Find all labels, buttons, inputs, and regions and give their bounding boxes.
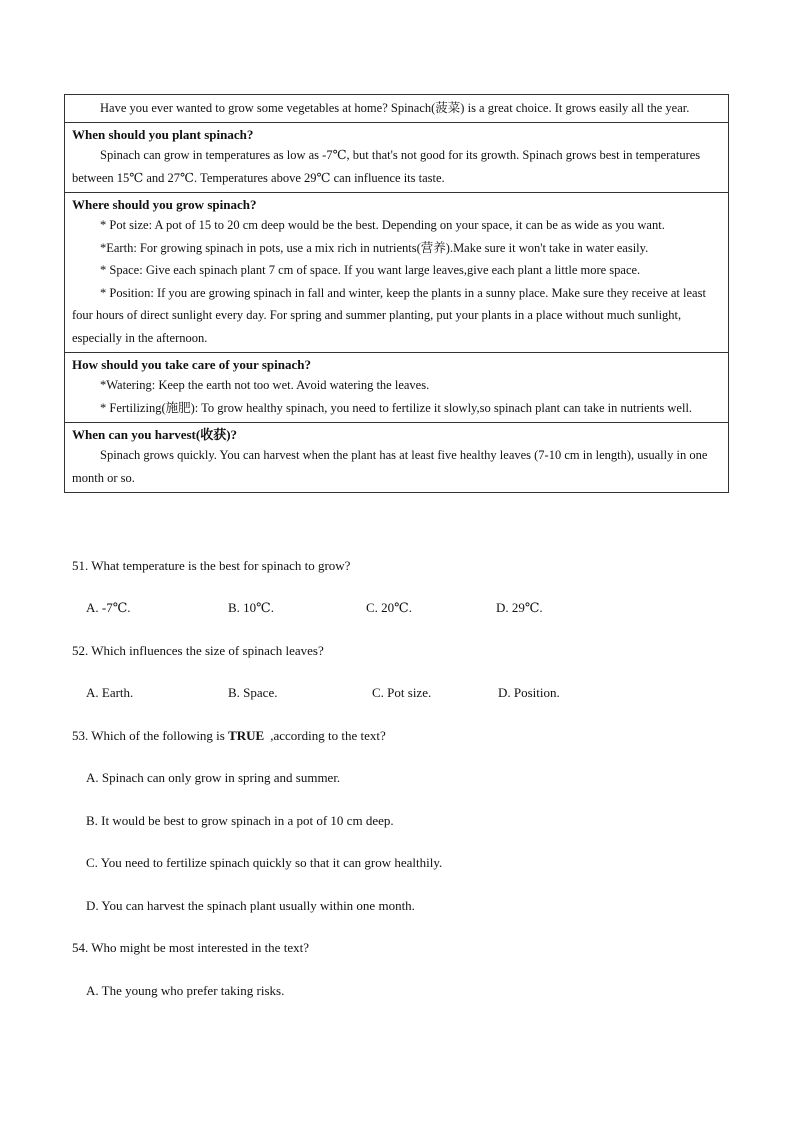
question-53-option-d[interactable]: D. You can harvest the spinach plant usually within one month.	[86, 898, 415, 913]
question-51-option-d[interactable]: D. 29℃.	[496, 600, 543, 615]
section-harvest	[65, 422, 728, 492]
section-paragraph: * Fertilizing(施肥): To grow healthy spinach, you need to fertilize it slowly,so spinach plant can take in nutrients well.	[100, 400, 693, 415]
question-54-stem: 54. Who might be most interested in the text?	[72, 940, 309, 955]
section-heading: How should you take care of your spinach?	[72, 357, 311, 372]
question-53-stem	[72, 727, 386, 745]
question-54-option-a[interactable]: A. The young who prefer taking risks.	[86, 983, 285, 998]
section-take-care	[65, 352, 728, 422]
question-52-stem: 52. Which influences the size of spinach leaves?	[72, 643, 324, 658]
question-52-option-d[interactable]: D. Position.	[498, 685, 560, 700]
question-53-stem-start: 53. Which of the following is	[72, 728, 229, 743]
question-53-stem-emphasis: TRUE	[228, 728, 265, 743]
question-53-option-a[interactable]: A. Spinach can only grow in spring and summer.	[86, 770, 341, 785]
question-51-stem: 51. What temperature is the best for spinach to grow?	[72, 558, 351, 573]
section-paragraph: * Position: If you are growing spinach in fall and winter, keep the plants in a sunny place. Make sure they receive at least four hours of direct sunlight every day. For spring and summer planting, put your plants in a place without much sunlight, especially in the afternoon.	[72, 285, 706, 345]
section-when-plant	[65, 122, 728, 192]
section-heading: When can you harvest(收获)?	[72, 427, 238, 442]
section-heading: When should you plant spinach?	[72, 127, 254, 142]
question-52-option-a[interactable]: A. Earth.	[86, 685, 134, 700]
section-paragraph: * Space: Give each spinach plant 7 cm of space. If you want large leaves,give each plant a little more space.	[100, 263, 641, 277]
intro-cell	[65, 95, 728, 122]
section-where-grow	[65, 192, 728, 352]
section-paragraph: Spinach grows quickly. You can harvest when the plant has at least five healthy leaves (7-10 cm in length), usually in one month or so.	[72, 448, 708, 485]
section-paragraph: * Pot size: A pot of 15 to 20 cm deep would be the best. Depending on your space, it can be as wide as you want.	[100, 218, 665, 232]
question-52-option-c[interactable]: C. Pot size.	[372, 685, 432, 700]
intro-paragraph: Have you ever wanted to grow some vegetables at home? Spinach(菠菜) is a great choice. It grows easily all the year.	[100, 101, 690, 115]
question-51-option-a[interactable]: A. -7℃.	[86, 600, 131, 615]
section-paragraph: *Earth: For growing spinach in pots, use a mix rich in nutrients(营养).Make sure it won't take in water easily.	[100, 240, 649, 255]
section-paragraph: *Watering: Keep the earth not too wet. Avoid watering the leaves.	[100, 378, 430, 392]
question-52-option-b[interactable]: B. Space.	[228, 685, 278, 700]
question-51-option-b[interactable]: B. 10℃.	[228, 600, 274, 615]
section-heading: Where should you grow spinach?	[72, 197, 257, 212]
reading-passage-table	[64, 94, 729, 493]
section-paragraph: Spinach can grow in temperatures as low as -7℃, but that's not good for its growth. Spinach grows best in temperatures between 15℃ and 27℃. Temperatures above 29℃ can influence its taste.	[72, 148, 701, 185]
question-53-option-b[interactable]: B. It would be best to grow spinach in a pot of 10 cm deep.	[86, 813, 394, 828]
question-53-option-c[interactable]: C. You need to fertilize spinach quickly so that it can grow healthily.	[86, 855, 443, 870]
question-53-stem-end: ,according to the text?	[270, 728, 386, 743]
question-51-option-c[interactable]: C. 20℃.	[366, 600, 412, 615]
